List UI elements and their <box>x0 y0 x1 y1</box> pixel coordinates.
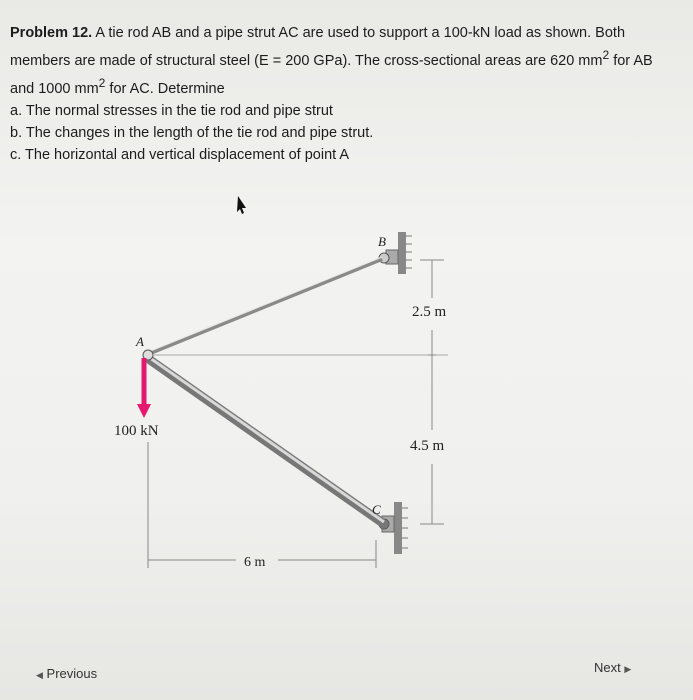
problem-intro <box>10 22 680 100</box>
tie-rod-ab <box>148 259 382 354</box>
load-label: 100 kN <box>114 423 159 439</box>
problem-heading: Problem 12. <box>10 25 93 41</box>
vertical-dimension <box>420 260 444 524</box>
label-a: A <box>136 334 144 349</box>
superscript-area-ac: 2 <box>98 75 106 90</box>
problem-intro-mid: for AB and 1000 mm <box>10 52 653 97</box>
horizontal-dimension <box>148 442 376 568</box>
superscript-area-ab: 2 <box>602 48 610 62</box>
label-b: B <box>378 234 386 249</box>
load-arrow <box>137 358 151 418</box>
problem-statement <box>10 22 680 166</box>
chevron-left-icon: ◀ <box>36 670 43 680</box>
problem-intro-end: for AC. Determine <box>105 80 225 97</box>
question-item-a: a. The normal stresses in the tie rod and pipe strut <box>10 102 333 119</box>
previous-label: Previous <box>46 666 98 681</box>
problem-intro-text: A tie rod AB and a pipe strut AC are used to support a 100-kN load as shown. Both members are made of structural steel (E = 200 GPa). The cross-sectional areas are 620 mm <box>10 25 626 69</box>
dim-horizontal-label: 6 m <box>244 555 266 570</box>
label-c: C <box>372 502 381 517</box>
mouse-cursor-icon <box>237 196 246 214</box>
dim-bottom-label: 4.5 m <box>410 438 445 454</box>
dim-top-label: 2.5 m <box>412 304 447 320</box>
next-label: Next <box>594 660 621 675</box>
next-button[interactable] <box>594 660 631 675</box>
truss-diagram <box>0 180 693 600</box>
pipe-strut-ac <box>150 360 384 524</box>
previous-button[interactable] <box>36 666 97 681</box>
question-item-b: b. The changes in the length of the tie rod and pipe strut. <box>10 124 374 141</box>
question-list <box>10 100 680 166</box>
question-item-c: c. The horizontal and vertical displacement of point A <box>10 146 350 163</box>
chevron-right-icon: ▶ <box>624 664 632 674</box>
